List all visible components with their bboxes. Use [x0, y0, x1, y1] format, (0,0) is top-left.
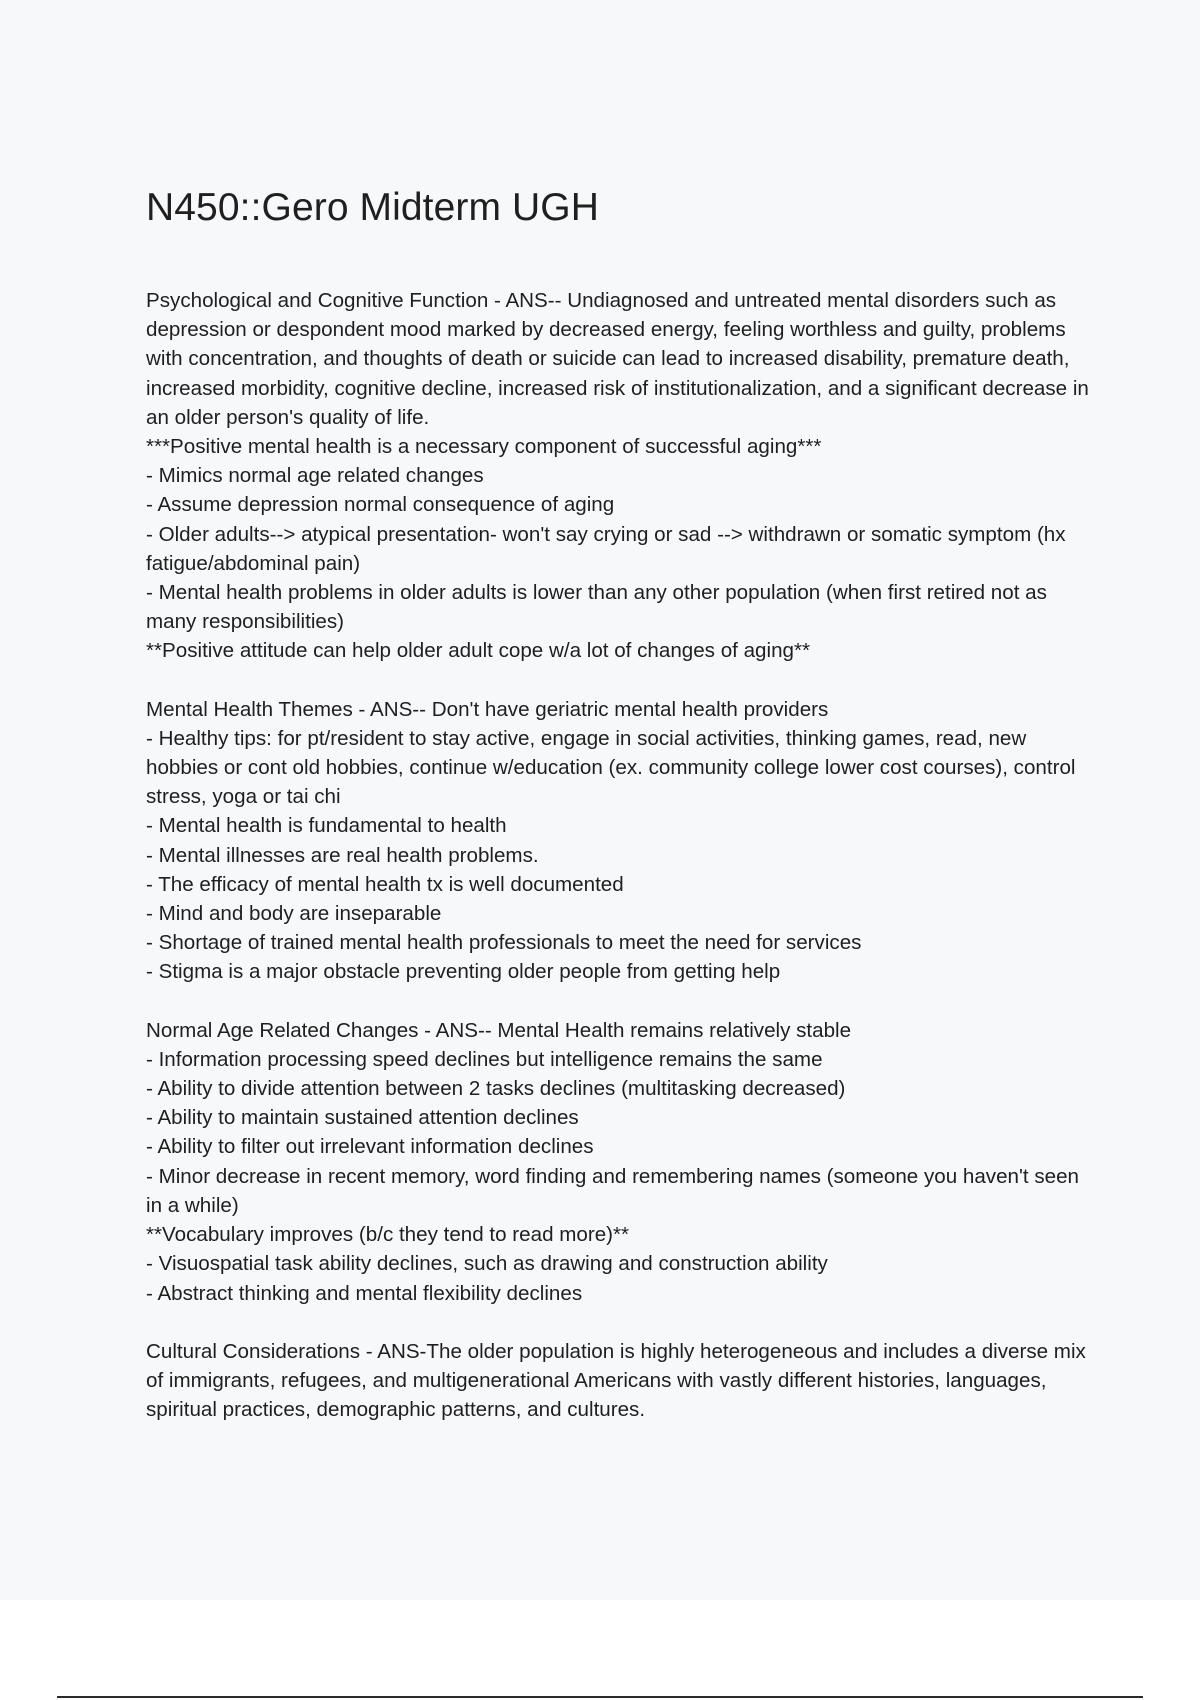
note-line: - Mimics normal age related changes — [146, 464, 484, 488]
note-line: **Positive attitude can help older adult cope w/a lot of changes of aging** — [146, 639, 811, 663]
note-line: - Ability to divide attention between 2 tasks declines (multitasking decreased) — [146, 1077, 846, 1101]
note-line: - Abstract thinking and mental flexibility declines — [146, 1281, 583, 1305]
note-line: ***Positive mental health is a necessary component of successful aging*** — [146, 435, 822, 459]
note-line: - Visuospatial task ability declines, such as drawing and construction ability — [146, 1252, 828, 1276]
note-line: - Information processing speed declines but intelligence remains the same — [146, 1047, 823, 1071]
section-heading-line: Mental Health Themes - ANS-- Don't have geriatric mental health providers — [146, 697, 829, 721]
note-line: - Mental health is fundamental to health — [146, 814, 507, 838]
document-content — [146, 180, 1096, 1453]
section-heading-line: Normal Age Related Changes - ANS-- Mental Health remains relatively stable — [146, 1018, 852, 1042]
note-line: - Mental illnesses are real health problems. — [146, 843, 539, 867]
note-line: - Ability to maintain sustained attention declines — [146, 1106, 579, 1130]
note-section — [146, 1337, 1096, 1425]
note-line: - Stigma is a major obstacle preventing older people from getting help — [146, 960, 781, 984]
section-heading-line: Psychological and Cognitive Function - ANS-- Undiagnosed and untreated mental disorders such as depression or despondent mood marked by decreased energy, feeling worthless and guilty, problems with concentration, and thoughts of death or suicide can lead to increased disability, premature death, increased morbidity, cognitive decline, increased risk of institutionalization, and a significant decrease in an older person's quality of life. — [146, 289, 1089, 429]
note-line: - Older adults--> atypical presentation- won't say crying or sad --> withdrawn or somatic symptom (hx fatigue/abdominal pain) — [146, 522, 1066, 575]
footer-divider — [57, 1696, 1143, 1698]
note-line: **Vocabulary improves (b/c they tend to read more)** — [146, 1223, 630, 1247]
section-heading-line: Cultural Considerations - ANS-The older population is highly heterogeneous and includes a diverse mix of immigrants, refugees, and multigenerational Americans with vastly different histories, languages, spiritual practices, demographic patterns, and cultures. — [146, 1339, 1086, 1422]
document-body — [146, 286, 1096, 1424]
note-line: - Healthy tips: for pt/resident to stay active, engage in social activities, thinking games, read, new hobbies or cont old hobbies, continue w/education (ex. community college lower cost courses), control stress, yoga or tai chi — [146, 726, 1076, 809]
note-line: - The efficacy of mental health tx is well documented — [146, 872, 624, 896]
note-line: - Ability to filter out irrelevant information declines — [146, 1135, 594, 1159]
note-line: - Mental health problems in older adults is lower than any other population (when first retired not as many responsibilities) — [146, 581, 1047, 634]
note-line: - Minor decrease in recent memory, word finding and remembering names (someone you haven't seen in a while) — [146, 1164, 1080, 1217]
note-line: - Shortage of trained mental health professionals to meet the need for services — [146, 931, 862, 955]
note-line: - Assume depression normal consequence of aging — [146, 493, 615, 517]
note-section — [146, 286, 1096, 666]
page-title: N450::Gero Midterm UGH — [146, 186, 599, 229]
note-section — [146, 695, 1096, 987]
note-line: - Mind and body are inseparable — [146, 902, 442, 926]
note-section — [146, 1016, 1096, 1308]
